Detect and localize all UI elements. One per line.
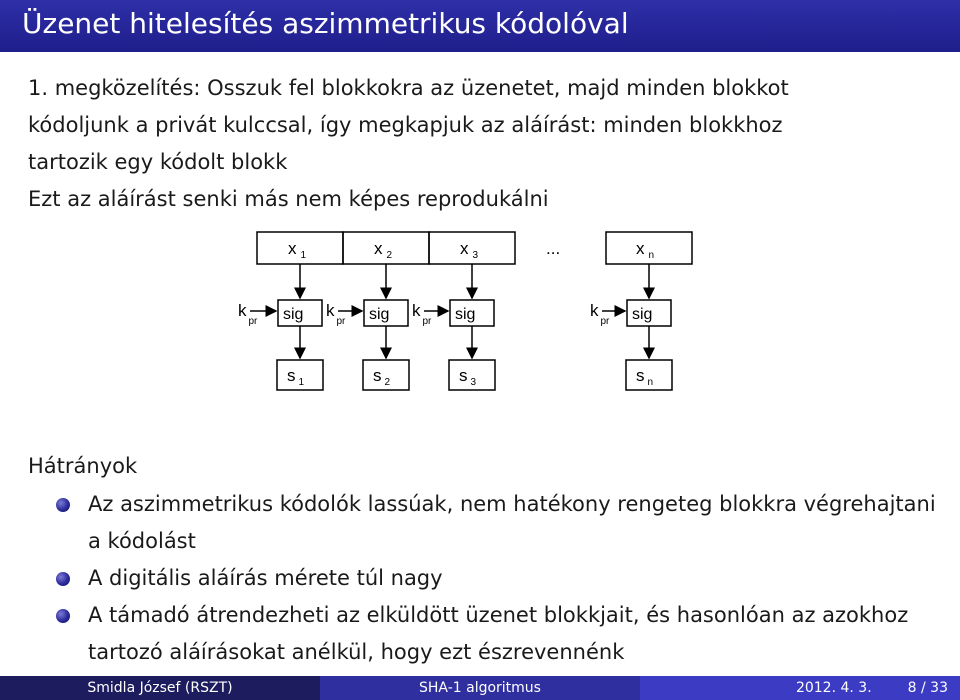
footer-author (0, 676, 320, 700)
footer-date: 2012. 4. 3. (795, 680, 872, 696)
footer-bar (0, 676, 960, 700)
key-label-3: $k_{pr}$ (412, 301, 432, 327)
bullet-icon (56, 609, 70, 623)
footer-talk-text: SHA-1 algoritmus (419, 680, 541, 696)
title-bar (0, 0, 960, 52)
intro-line-3: tartozik egy kódolt blokk (28, 150, 288, 174)
xn-label: x $_n$ (636, 239, 655, 261)
s2-label: s $_2$ (373, 366, 391, 388)
drawback-text-2: A digitális aláírás mérete túl nagy (88, 566, 443, 590)
drawback-item (56, 560, 936, 597)
key-label-n: $k_{pr}$ (590, 301, 610, 327)
key-label-2: $k_{pr}$ (326, 301, 346, 327)
drawback-text-1: Az aszimmetrikus kódolók lassúak, nem hatékony rengeteg blokkra végrehajtani a kódolást (88, 492, 936, 553)
footer-talk-title (320, 676, 640, 700)
drawback-text-3: A támadó átrendezheti az elküldött üzenet blokkjait, és hasonlóan az azokhoz tartozó aláírásokat anélkül, hogy ezt észrevennénk (88, 603, 909, 664)
intro-text (28, 70, 938, 218)
drawbacks-heading: Hátrányok (28, 454, 138, 478)
intro-line-2: kódoljunk a privát kulccsal, így megkapjuk az aláírást: minden blokkhoz (28, 113, 783, 137)
signature-diagram (220, 222, 700, 402)
x1-label: x $_1$ (288, 239, 307, 261)
signature-diagram-svg (220, 222, 700, 402)
sig-label-2: sig (369, 306, 390, 323)
s3-label: s $_3$ (459, 366, 477, 388)
footer-page-number: 8 / 33 (907, 680, 948, 696)
drawback-item (56, 486, 936, 560)
s1-label: s $_1$ (287, 366, 305, 388)
footer-info (640, 676, 960, 700)
ellipsis-label: ... (546, 239, 561, 258)
bullet-icon (56, 572, 70, 586)
key-label-1: $k_{pr}$ (238, 301, 258, 327)
drawback-item (56, 597, 936, 671)
x2-label: x $_2$ (374, 239, 393, 261)
x3-label: x $_3$ (460, 239, 479, 261)
footer-author-text: Smidla József (RSZT) (87, 680, 233, 696)
sn-label: s $_n$ (636, 366, 654, 388)
intro-line-1: 1. megközelítés: Osszuk fel blokkokra az üzenetet, majd minden blokkot (28, 76, 789, 100)
drawbacks-list (56, 486, 936, 671)
slide-title: Üzenet hitelesítés aszimmetrikus kódolóval (22, 7, 629, 40)
intro-line-4: Ezt az aláírást senki más nem képes reprodukálni (28, 187, 549, 211)
sig-label-1: sig (283, 306, 304, 323)
sig-label-3: sig (455, 306, 476, 323)
bullet-icon (56, 498, 70, 512)
sig-label-n: sig (632, 306, 653, 323)
